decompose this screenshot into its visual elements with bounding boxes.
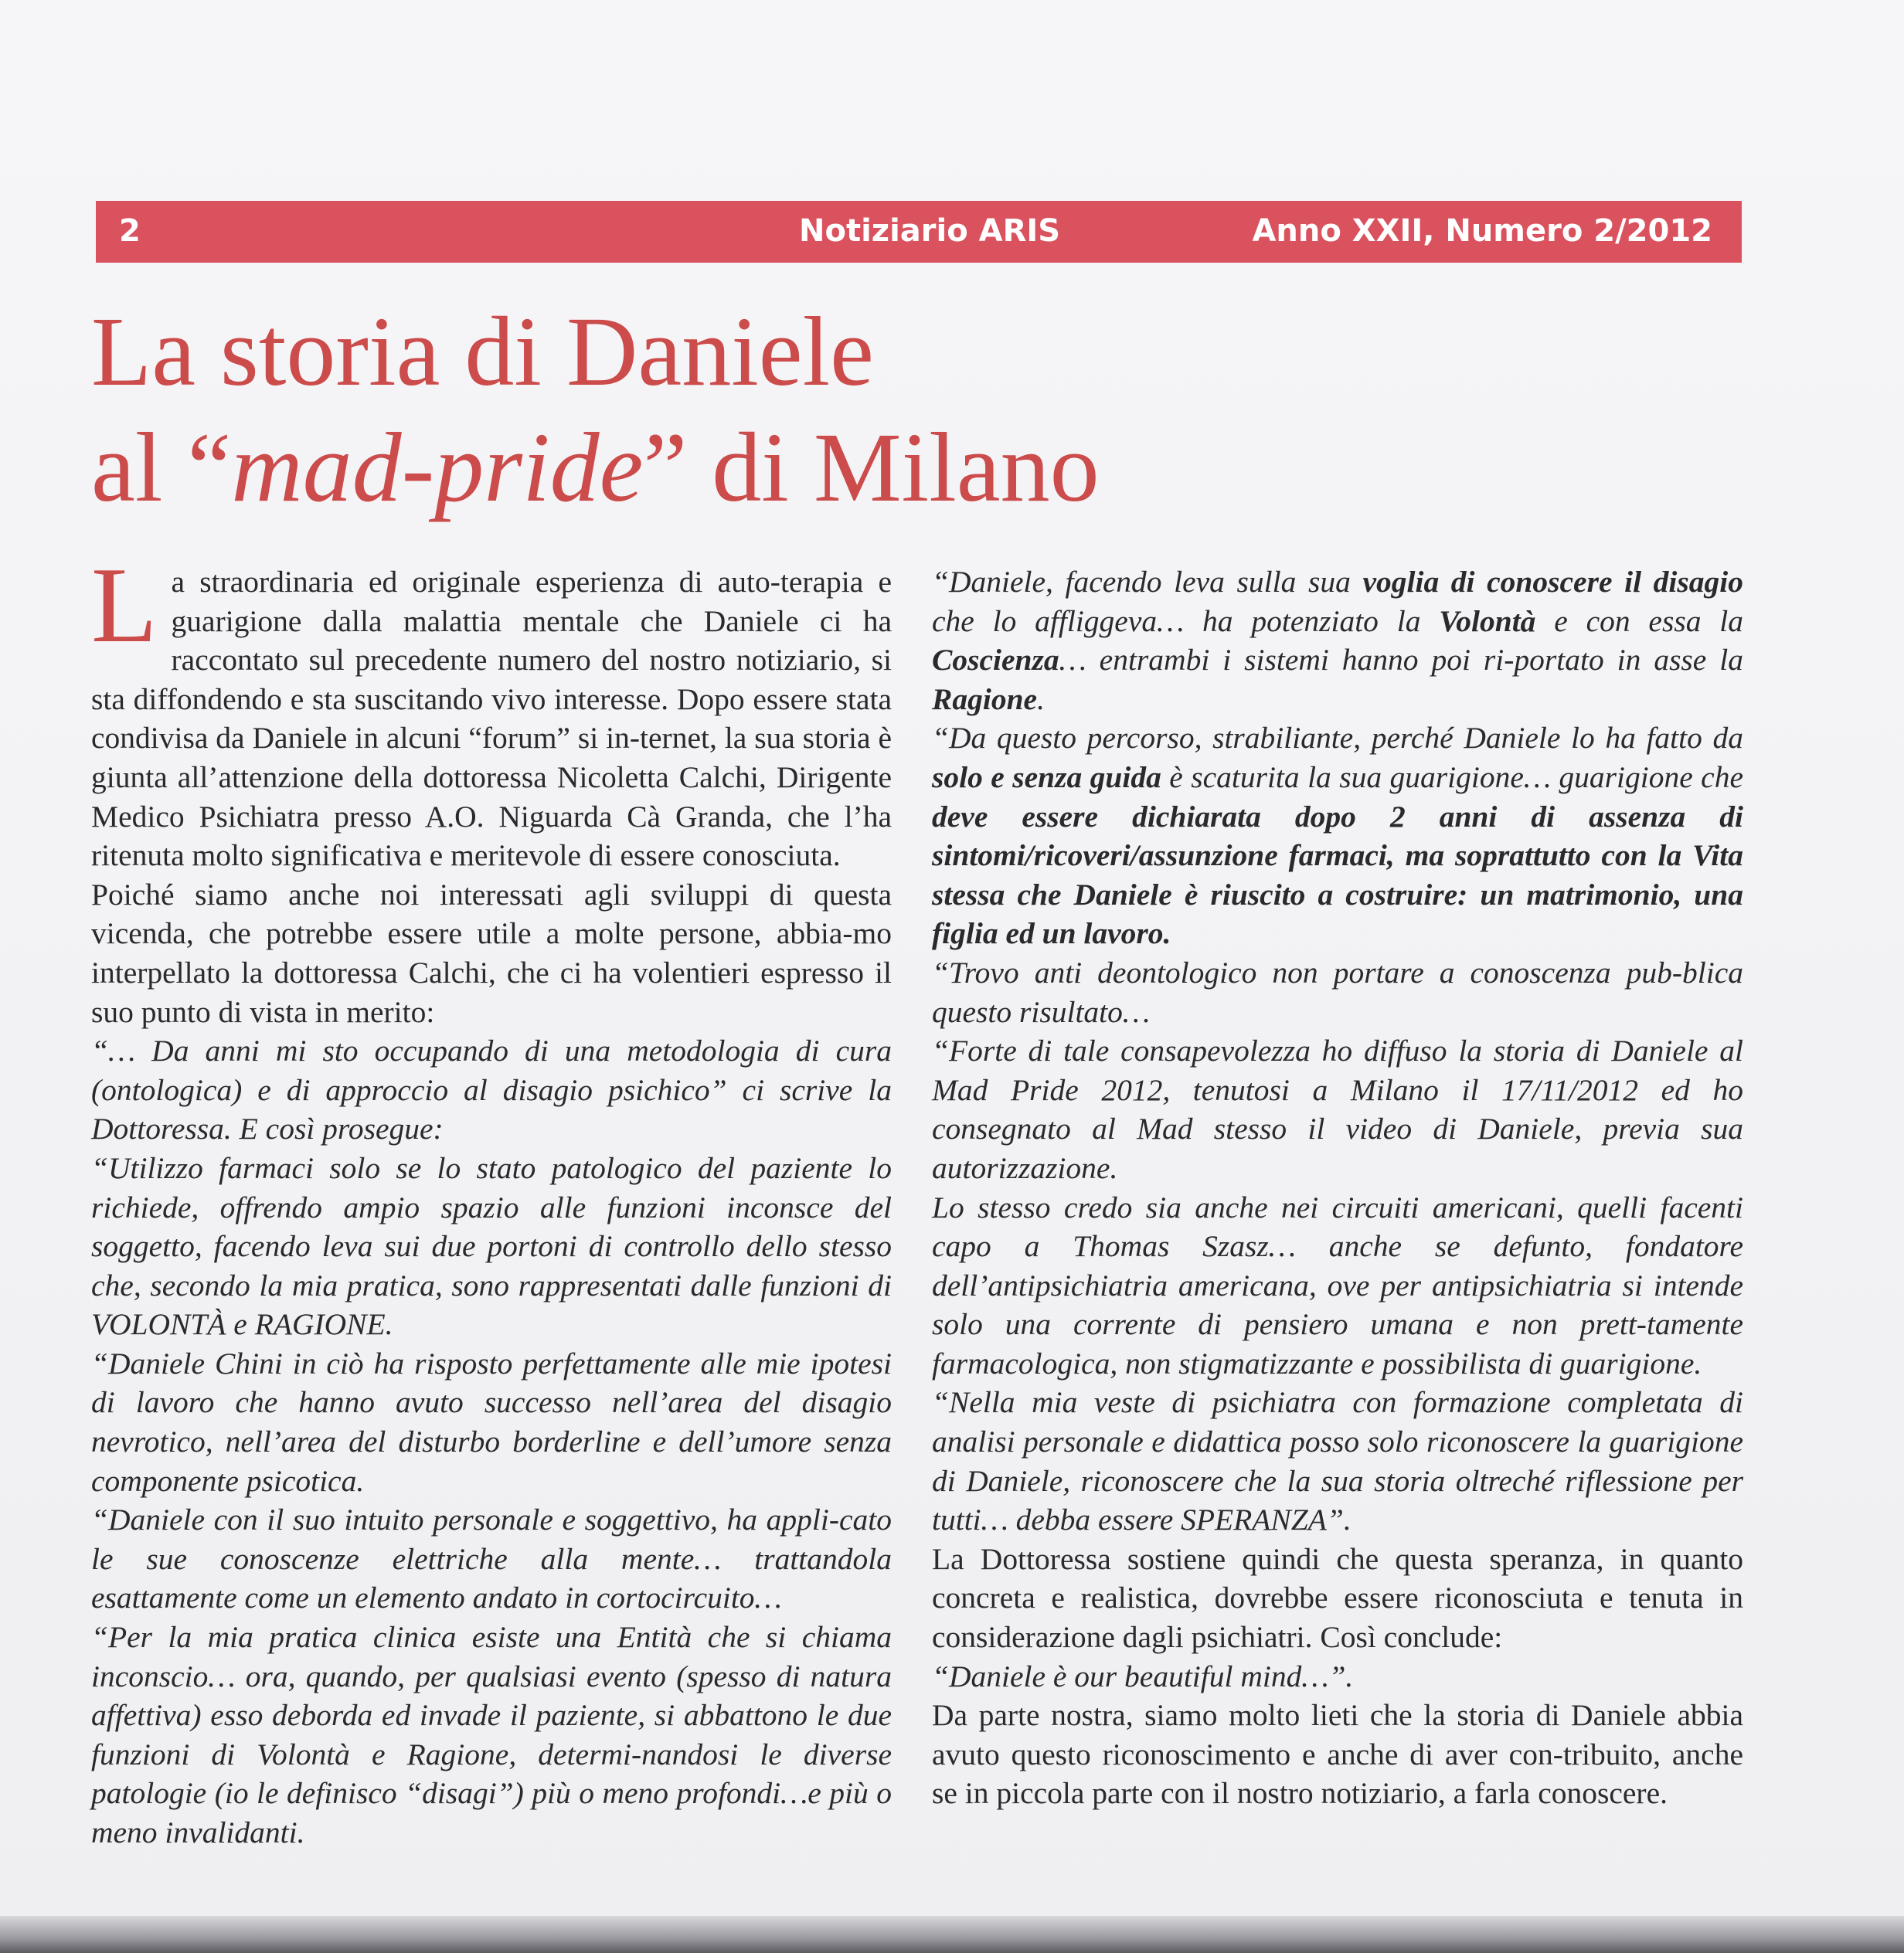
title-line-2-suffix: ” di Milano — [643, 413, 1100, 522]
text-run: … entrambi i sistemi hanno poi ri-portato in asse la — [1059, 643, 1743, 678]
paragraph-text: a straordinaria ed originale esperienza di auto-terapia e guarigione dalla malattia mentale che Daniele ci ha raccontato sul precedente numero del nostro notiziario, si sta diffondendo e sta suscitando vivo interesse. Dopo essere stata condivisa da Daniele in alcuni “forum” si in-ternet, la sua storia è giunta all’attenzione della dottoressa Nicoletta Calchi, Dirigente Medico Psichiatra presso A.O. Niguarda Cà Granda, che l’ha ritenuta molto significativa e meritevole di essere conosciuta. — [91, 565, 892, 873]
quote-paragraph — [932, 562, 1743, 718]
quote-paragraph — [932, 718, 1743, 953]
quote-paragraph: “Daniele è our beautiful mind…”. — [932, 1659, 1354, 1693]
bold-phrase: deve essere dichiarata dopo 2 anni di assenza di sintomi/ricoveri/assunzione farmaci, ma soprattutto con la Vita stessa che Daniele è riuscito a costruire: un matrimonio, una figlia ed un lavoro. — [932, 799, 1743, 951]
bold-phrase: voglia di conoscere il disagio — [1362, 565, 1743, 599]
text-run: che lo affliggeva… ha potenziato la — [932, 603, 1440, 638]
paragraph — [91, 545, 892, 875]
bold-phrase: Volontà — [1439, 603, 1536, 638]
text-run: è scaturita la sua guarigione… guarigione che — [1161, 759, 1743, 794]
page-number: 2 — [119, 213, 141, 249]
article-title — [91, 294, 1791, 525]
quote-paragraph: “Trovo anti deontologico non portare a conoscenza pub-blica questo risultato… — [932, 955, 1743, 1029]
quote-paragraph: “Daniele Chini in ciò ha risposto perfettamente alle mie ipotesi di lavoro che hanno avuto successo nell’area del disagio nevrotico, nell’area del disturbo borderline e dell’umore senza componente psicotica. — [91, 1346, 892, 1498]
issue-info: Anno XXII, Numero 2/2012 — [1252, 213, 1712, 249]
drop-cap: L — [91, 545, 158, 665]
scan-bottom-edge — [0, 1916, 1904, 1953]
quote-paragraph: “Daniele con il suo intuito personale e soggettivo, ha appli-cato le sue conoscenze elettriche alla mente… trattandola esattamente come un elemento andato in cortocircuito… — [91, 1503, 892, 1615]
left-column — [91, 545, 892, 1853]
publication-name: Notiziario ARIS — [799, 213, 1061, 249]
paragraph: Poiché siamo anche noi interessati agli sviluppi di questa vicenda, che potrebbe essere utile a molte persone, abbia-mo interpellato la dottoressa Calchi, che ci ha volentieri espresso il suo punto di vista in merito: — [91, 877, 892, 1029]
text-run: e con essa la — [1535, 603, 1743, 638]
quote-paragraph: Lo stesso credo sia anche nei circuiti americani, quelli facenti capo a Thomas Szasz… anche se defunto, fondatore dell’antipsichiatria americana, ove per antipsichiatria si intende solo una corrente di pensiero umana e non prett-tamente farmacologica, non stigmatizzante e possibilista di guarigione. — [932, 1190, 1743, 1381]
text-run: “Da questo percorso, strabiliante, perché Daniele lo ha fatto da — [932, 721, 1743, 756]
title-line-2-prefix: al “ — [91, 413, 232, 522]
bold-phrase: solo e senza guida — [932, 759, 1161, 794]
paragraph: La Dottoressa sostiene quindi che questa speranza, in quanto concreta e realistica, dovrebbe essere riconosciuta e tenuta in considerazione dagli psichiatri. Così conclude: — [932, 1541, 1743, 1655]
quote-paragraph: “Forte di tale consapevolezza ho diffuso la storia di Daniele al Mad Pride 2012, tenutosi a Milano il 17/11/2012 ed ho consegnato al Mad stesso il video di Daniele, previa sua autorizzazione. — [932, 1034, 1743, 1185]
title-line-1: La storia di Daniele — [91, 297, 874, 406]
title-line-2-italic: mad-pride — [231, 413, 644, 522]
bold-phrase: Ragione — [932, 681, 1038, 716]
quote-paragraph: “Per la mia pratica clinica esiste una Entità che si chiama inconscio… ora, quando, per qualsiasi evento (spesso di natura affettiva) esso deborda ed invade il paziente, si abbattono le due funzioni di Volontà e Ragione, determi-nandosi le diverse patologie (io le definisco “disagi”) più o meno profondi…e più o meno invalidanti. — [91, 1620, 892, 1849]
bold-phrase: Coscienza — [932, 643, 1059, 678]
right-column — [932, 562, 1743, 1813]
title-line-2 — [91, 409, 1791, 525]
text-run: “Daniele, facendo leva sulla sua — [932, 565, 1363, 599]
quote-paragraph: “Utilizzo farmaci solo se lo stato patologico del paziente lo richiede, offrendo ampio spazio alle funzioni inconsce del soggetto, facendo leva sui due portoni di controllo dello stesso che, secondo la mia pratica, sono rappresentati dalle funzioni di VOLONTÀ e RAGIONE. — [91, 1150, 892, 1342]
quote-paragraph: “Nella mia veste di psichiatra con formazione completata di analisi personale e didattica posso solo riconoscere la guarigione di Daniele, riconoscere che la sua storia oltreché riflessione per tutti… debba essere SPERANZA”. — [932, 1385, 1743, 1537]
paragraph: Da parte nostra, siamo molto lieti che la storia di Daniele abbia avuto questo riconoscimento e anche di aver con-tribuito, anche se in piccola parte con il nostro notiziario, a farla conoscere. — [932, 1698, 1743, 1811]
text-run: . — [1037, 681, 1045, 716]
header-bar — [96, 201, 1742, 263]
quote-paragraph: “… Da anni mi sto occupando di una metodologia di cura (ontologica) e di approccio al disagio psichico” ci scrive la Dottoressa. E così prosegue: — [91, 1034, 892, 1146]
